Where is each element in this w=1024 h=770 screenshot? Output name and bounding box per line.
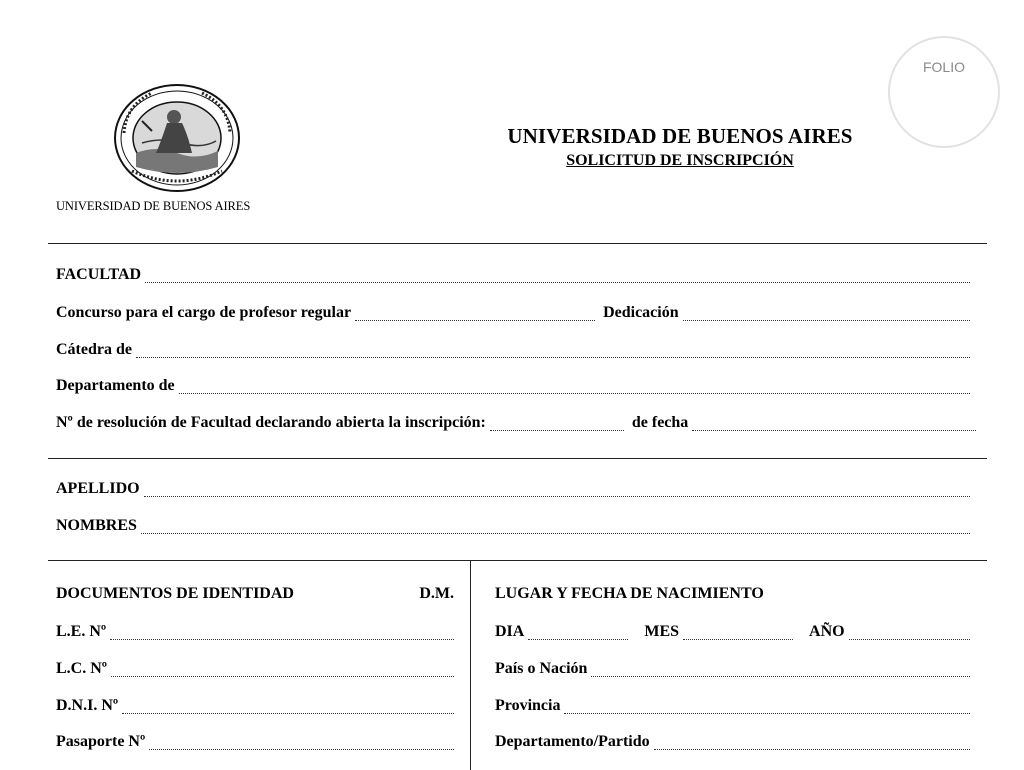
pasaporte-field[interactable] [149,749,454,750]
cargo-row [56,304,970,326]
lc-row [56,660,454,682]
departamento-label: Departamento de [56,377,175,394]
apellido-label: APELLIDO [56,480,140,497]
nombres-label: NOMBRES [56,517,137,534]
catedra-label: Cátedra de [56,341,132,358]
apellido-field[interactable] [144,496,970,497]
pais-row [495,660,970,682]
divider-bottom [48,560,987,561]
nombres-field[interactable] [141,533,970,534]
provincia-row [495,697,970,719]
departamento-row [56,377,970,399]
le-row [56,623,454,645]
dni-field[interactable] [122,713,454,714]
university-seal-icon [112,83,242,193]
partido-label: Departamento/Partido [495,733,650,750]
folio-stamp [888,36,1000,148]
documentos-heading-row [56,585,454,607]
lc-field[interactable] [111,676,454,677]
seal-caption: UNIVERSIDAD DE BUENOS AIRES [56,199,251,213]
column-divider [470,560,471,770]
fecha-field[interactable] [692,430,976,431]
pasaporte-label: Pasaporte Nº [56,733,146,750]
folio-label: FOLIO [922,59,965,75]
dedicacion-label: Dedicación [603,304,679,321]
documentos-heading: DOCUMENTOS DE IDENTIDAD [56,585,294,602]
apellido-row [56,480,970,502]
departamento-field[interactable] [179,393,970,394]
partido-row [495,733,970,755]
le-label: L.E. Nº [56,623,107,640]
dm-label: D.M. [419,585,454,602]
nacimiento-heading-row [495,585,970,607]
dni-row [56,697,454,719]
dia-field[interactable] [528,639,628,640]
divider-top [48,243,987,244]
divider-middle [48,458,987,459]
nacimiento-heading: LUGAR Y FECHA DE NACIMIENTO [495,585,764,602]
dni-label: D.N.I. Nº [56,697,119,714]
resolucion-field[interactable] [490,430,624,431]
fecha-nacimiento-row [495,623,970,645]
dia-label: DIA [495,623,525,640]
resolucion-row [56,414,976,436]
page-title: UNIVERSIDAD DE BUENOS AIRES [507,124,853,148]
pais-field[interactable] [591,676,970,677]
facultad-row [56,266,970,288]
resolucion-label: Nº de resolución de Facultad declarando abierta la inscripción: [56,414,486,431]
lc-label: L.C. Nº [56,660,108,677]
de-fecha-label: de fecha [631,414,689,431]
mes-label: MES [644,623,680,640]
catedra-row [56,341,970,363]
le-field[interactable] [110,639,454,640]
pais-label: País o Nación [495,660,588,677]
cargo-field[interactable] [355,320,595,321]
catedra-field[interactable] [136,357,970,358]
dedicacion-field[interactable] [683,320,970,321]
provincia-field[interactable] [564,713,970,714]
provincia-label: Provincia [495,697,561,714]
nombres-row [56,517,970,539]
pasaporte-row [56,733,454,755]
anio-label: AÑO [809,623,845,640]
cargo-label: Concurso para el cargo de profesor regular [56,304,352,321]
facultad-field[interactable] [145,282,970,283]
anio-field[interactable] [849,639,970,640]
mes-field[interactable] [683,639,793,640]
facultad-label: FACULTAD [56,266,142,283]
form-subtitle: SOLICITUD DE INSCRIPCIÓN [566,152,794,169]
partido-field[interactable] [654,749,970,750]
